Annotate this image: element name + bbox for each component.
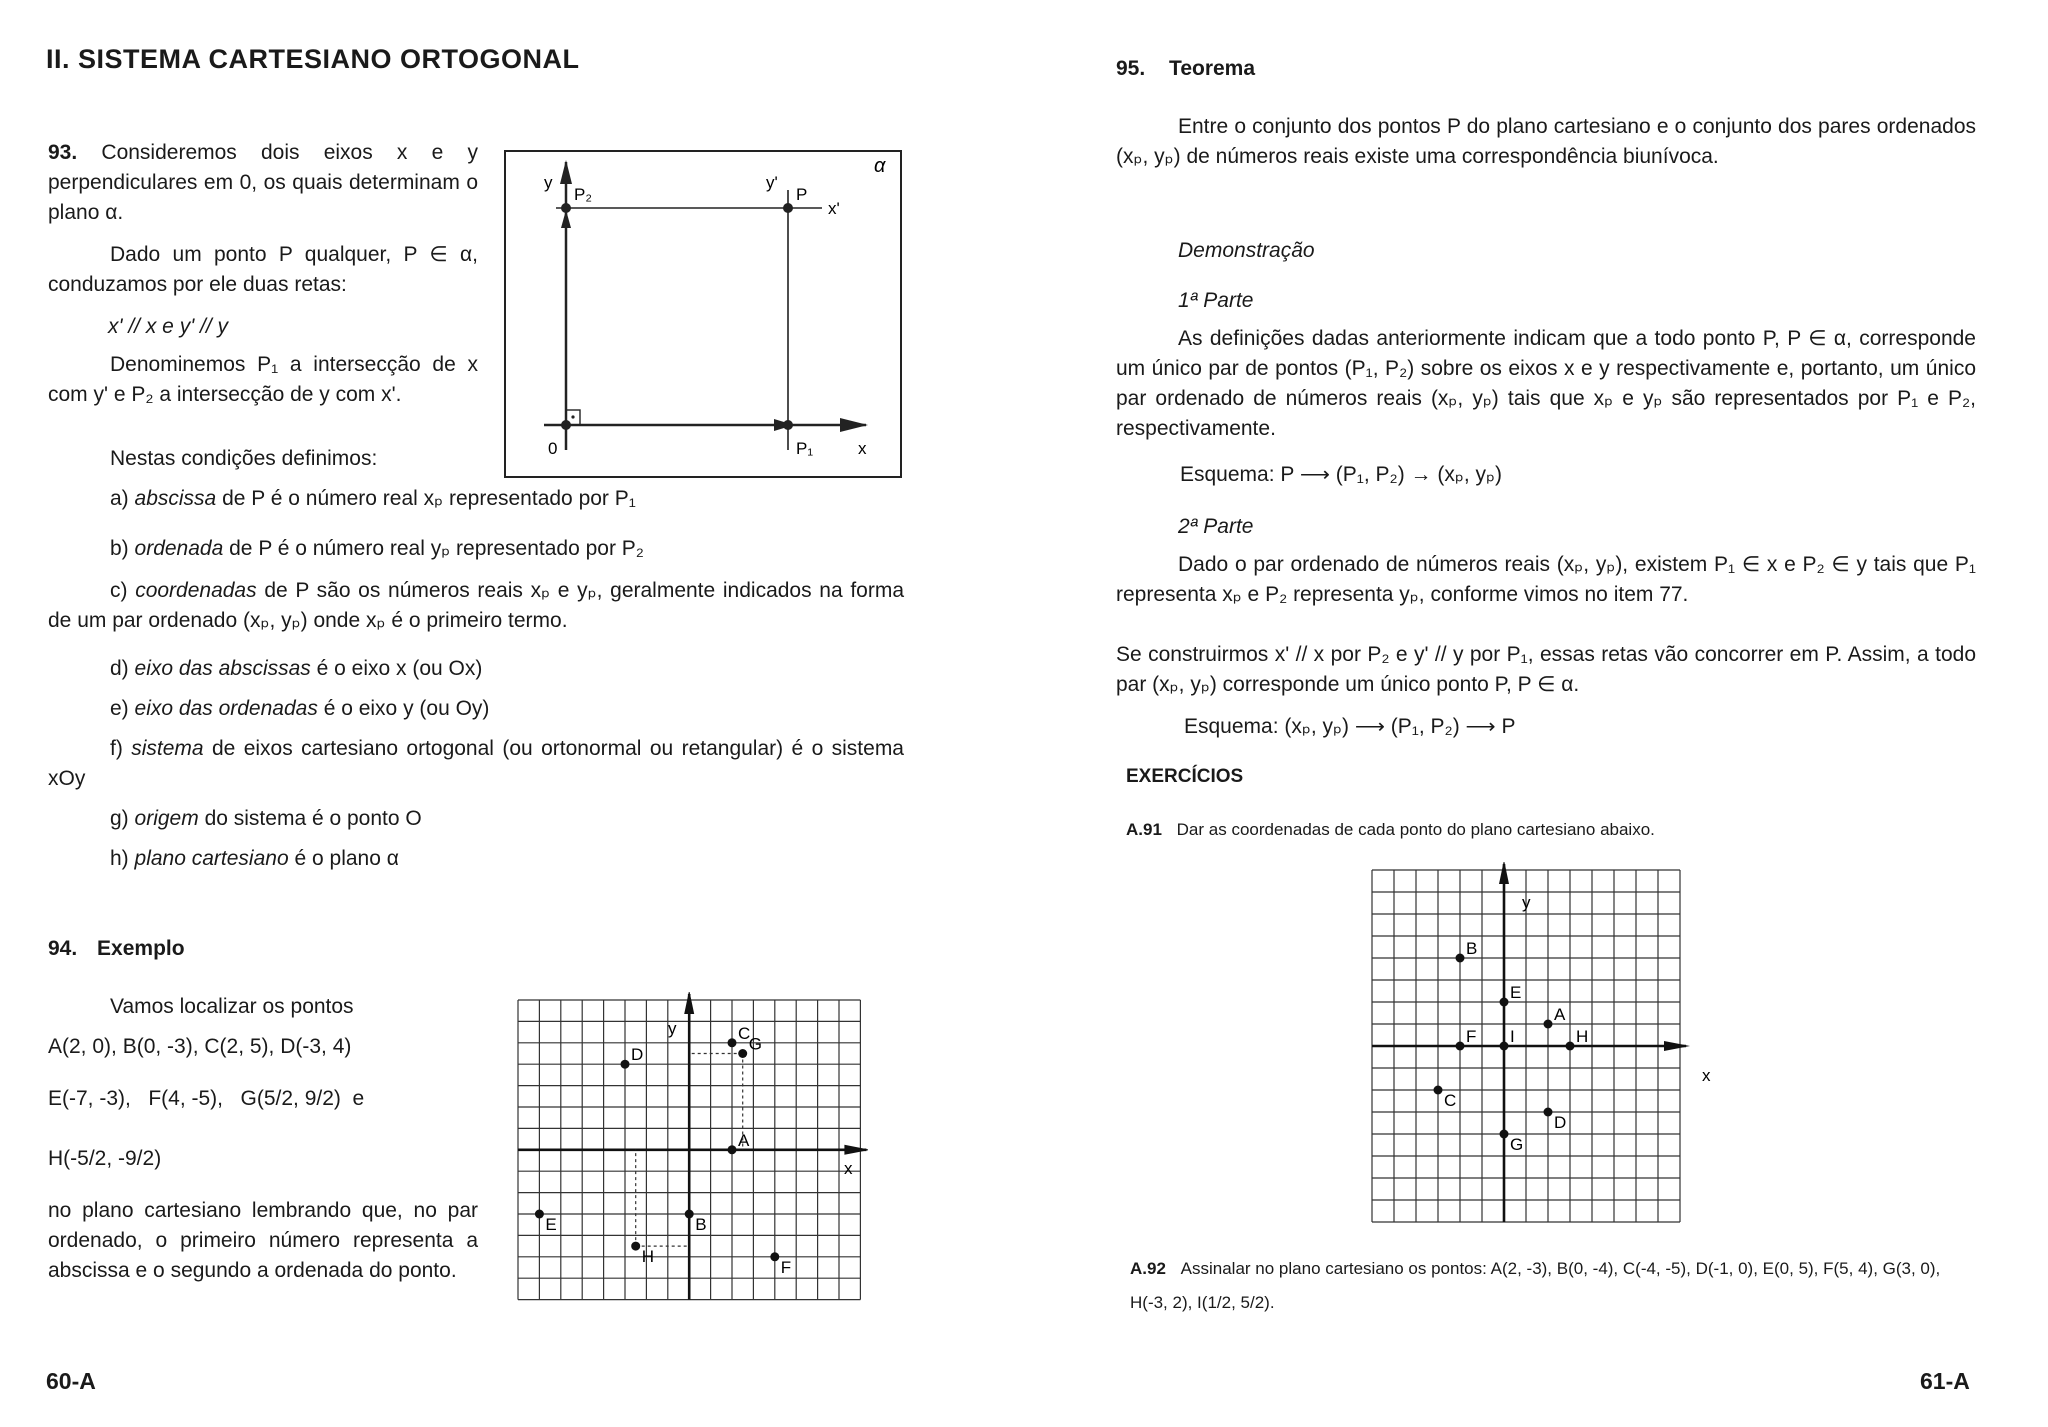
p94-title: Exemplo [97, 937, 185, 960]
alpha-label: α [874, 155, 886, 177]
point-label-g: G [1510, 1135, 1524, 1154]
def-b-label: b) [110, 537, 129, 560]
page-number-left: 60-A [46, 1368, 96, 1394]
exercises-title: EXERCÍCIOS [1126, 766, 1244, 787]
part2-text2: Se construirmos x' // x por P₂ e y' // y por P₁, essas retas vão concorrer em P. Assim, a todo par (xₚ, yₚ) corresponde um único ponto P, P ∈ α. [1116, 643, 1976, 696]
point-label-e: E [545, 1215, 557, 1234]
figure-a91-grid [1364, 862, 1724, 1248]
p93-given: Dado um ponto P qualquer, P ∈ α, conduzamos por ele duas retas: [48, 243, 478, 296]
y-axis-arrow [1499, 862, 1509, 884]
y-prime-label: y' [766, 173, 778, 192]
def-b [110, 534, 910, 564]
def-a [110, 484, 910, 514]
p94-number: 94. [48, 937, 78, 960]
def-b-term: ordenada [134, 537, 224, 560]
origin-label: 0 [548, 439, 558, 458]
def-f [48, 734, 904, 794]
p94-line-3: E(-7, -3), F(4, -5), G(5/2, 9/2) e [48, 1087, 365, 1110]
point-i [1500, 1042, 1509, 1051]
p95-statement: Entre o conjunto dos pontos P do plano cartesiano e o conjunto dos pares ordenados (xₚ, yₚ) de números reais existe uma correspondência biunívoca. [1116, 115, 1976, 168]
grid91-y-label: y [1522, 893, 1531, 912]
def-c-rest: de P são os números reais xₚ e yₚ, geralmente indicados na forma de um par ordenado (xₚ, yₚ) onde xₚ é o primeiro termo. [48, 579, 904, 632]
point-label-c: C [1444, 1091, 1457, 1110]
p94-closing: no plano cartesiano lembrando que, no par ordenado, o primeiro número representa a abscissa e o segundo a ordenada do ponto. [48, 1199, 478, 1282]
def-a-rest: de P é o número real xₚ representado por P₁ [222, 487, 636, 510]
point-label-b: B [695, 1215, 707, 1234]
grid91-x-label: x [1702, 1066, 1711, 1085]
point-label-f: F [1466, 1027, 1477, 1046]
y-label: y [544, 173, 553, 192]
grid94-x-label: x [844, 1159, 853, 1178]
def-g [110, 804, 422, 834]
part1-text: As definições dadas anteriormente indicam que a todo ponto P, P ∈ α, corresponde um único par de pontos (P₁, P₂) sobre os eixos x e y respectivamente e, portanto, um único par ordenado de números reais (xₚ, yₚ) tais que xₚ e yₚ são representados por P₁ e P₂, respectivamente. [1116, 327, 1976, 440]
p94-heading [48, 934, 185, 964]
p95-number: 95. [1116, 57, 1146, 80]
def-f-term: sistema [131, 737, 204, 760]
y-axis-arrow [684, 992, 694, 1014]
p93-conditions: Nestas condições definimos: [110, 447, 378, 470]
point-origin [561, 420, 571, 430]
def-b-rest: de P é o número real yₚ representado por P₂ [229, 537, 644, 560]
p93-number: 93. [48, 141, 78, 164]
grid91-lines [1372, 862, 1690, 1222]
p2-label: P₂ [574, 185, 592, 204]
a92-text: Assinalar no plano cartesiano os pontos: A(2, -3), B(0, -4), C(-4, -5), D(-1, 0), E(0, 5), F(5, 4), G(3, 0), H(-3, 2), I(1/2, 5/2). [1130, 1259, 1941, 1312]
def-d [110, 654, 482, 684]
def-h-label: h) [110, 847, 129, 870]
point-e [535, 1210, 544, 1219]
def-f-rest: de eixos cartesiano ortogonal (ou ortonormal ou retangular) é o sistema xOy [48, 737, 904, 790]
point-h [631, 1242, 640, 1251]
point-a [728, 1145, 737, 1154]
right-angle-dot [571, 415, 574, 418]
y-axis-arrow [560, 160, 572, 184]
a91-text: Dar as coordenadas de cada ponto do plano cartesiano abaixo. [1176, 820, 1655, 839]
def-e [110, 694, 489, 724]
page-number-right: 61-A [1920, 1368, 1970, 1394]
point-p2 [561, 203, 571, 213]
point-p [783, 203, 793, 213]
def-f-label: f) [110, 737, 123, 760]
point-label-b: B [1466, 939, 1478, 958]
section-title: II. SISTEMA CARTESIANO ORTOGONAL [46, 44, 580, 74]
a91-label: A.91 [1126, 820, 1162, 839]
point-label-d: D [1554, 1113, 1567, 1132]
point-p1 [783, 420, 793, 430]
p95-heading [1116, 54, 1255, 84]
def-d-term: eixo das abscissas [134, 657, 311, 680]
point-b [1456, 954, 1465, 963]
p93-denominate: Denominemos P₁ a intersecção de x com y' e P₂ a intersecção de y com x'. [48, 353, 478, 406]
def-a-term: abscissa [134, 487, 217, 510]
part2-title: 2ª Parte [1178, 515, 1254, 538]
point-label-d: D [631, 1045, 644, 1065]
p93-intro [48, 138, 478, 228]
point-c [728, 1038, 737, 1047]
def-h-term: plano cartesiano [134, 847, 289, 870]
def-e-term: eixo das ordenadas [134, 697, 318, 720]
a91 [1126, 818, 1655, 842]
point-label-c: C [738, 1023, 751, 1043]
def-d-label: d) [110, 657, 129, 680]
x-label: x [858, 439, 867, 458]
figure-94-grid [508, 992, 868, 1310]
point-f [1456, 1042, 1465, 1051]
part1-title: 1ª Parte [1178, 289, 1254, 312]
p94-line-4: H(-5/2, -9/2) [48, 1147, 162, 1170]
def-h [110, 844, 399, 874]
point-label-g: G [748, 1034, 762, 1054]
point-h [1566, 1042, 1575, 1051]
point-label-h: H [1576, 1027, 1589, 1046]
p94-line-1: Vamos localizar os pontos [110, 995, 354, 1018]
point-f [770, 1252, 779, 1261]
x-axis-arrow [844, 1145, 868, 1155]
def-c-label: c) [110, 579, 128, 602]
p93-intro-text: Consideremos dois eixos x e y perpendiculares em 0, os quais determinam o plano α. [48, 141, 478, 224]
def-d-rest: é o eixo x (ou Ox) [316, 657, 483, 680]
part2-text: Dado o par ordenado de números reais (xₚ, yₚ), existem P₁ ∈ x e P₂ ∈ y tais que P₁ representa xₚ e P₂ representa yₚ, conforme vimos no item 77. [1116, 553, 1976, 606]
p-label: P [796, 185, 808, 204]
def-e-rest: é o eixo y (ou Oy) [323, 697, 490, 720]
point-g [738, 1049, 747, 1058]
grid94-lines [518, 992, 868, 1300]
point-label-e: E [1510, 983, 1522, 1002]
p94-line-2: A(2, 0), B(0, -3), C(2, 5), D(-3, 4) [48, 1035, 352, 1058]
a92 [1130, 1252, 1980, 1320]
a92-label: A.92 [1130, 1259, 1166, 1278]
part2-scheme: Esquema: (xₚ, yₚ) ⟶ (P₁, P₂) ⟶ P [1184, 715, 1516, 738]
def-c [48, 576, 904, 636]
point-c [1434, 1086, 1443, 1095]
figure-93 [504, 150, 904, 480]
point-d [621, 1060, 630, 1069]
x-prime-label: x' [828, 199, 840, 218]
def-a-label: a) [110, 487, 129, 510]
def-g-label: g) [110, 807, 129, 830]
point-label-i: I [1510, 1027, 1515, 1046]
point-d [1544, 1108, 1553, 1117]
grid94-y-label: y [668, 1019, 677, 1038]
def-g-rest: do sistema é o ponto O [204, 807, 422, 830]
def-h-rest: é o plano α [294, 847, 399, 870]
def-e-label: e) [110, 697, 129, 720]
point-label-f: F [780, 1257, 792, 1277]
def-c-term: coordenadas [135, 579, 257, 602]
point-label-a: A [738, 1130, 750, 1150]
p95-title: Teorema [1169, 57, 1256, 80]
demo-title: Demonstração [1178, 239, 1315, 262]
p1-label: P₁ [796, 439, 814, 458]
x-axis-arrow [1664, 1041, 1690, 1051]
point-label-h: H [641, 1247, 654, 1267]
part1-scheme: Esquema: P ⟶ (P₁, P₂) → (xₚ, yₚ) [1180, 463, 1503, 486]
p93-lines: x' // x e y' // y [108, 315, 229, 338]
point-b [685, 1210, 694, 1219]
point-a [1544, 1020, 1553, 1029]
point-e [1500, 998, 1509, 1007]
def-g-term: origem [134, 807, 199, 830]
x-axis-arrow [840, 418, 868, 432]
point-label-a: A [1554, 1005, 1566, 1024]
point-g [1500, 1130, 1509, 1139]
